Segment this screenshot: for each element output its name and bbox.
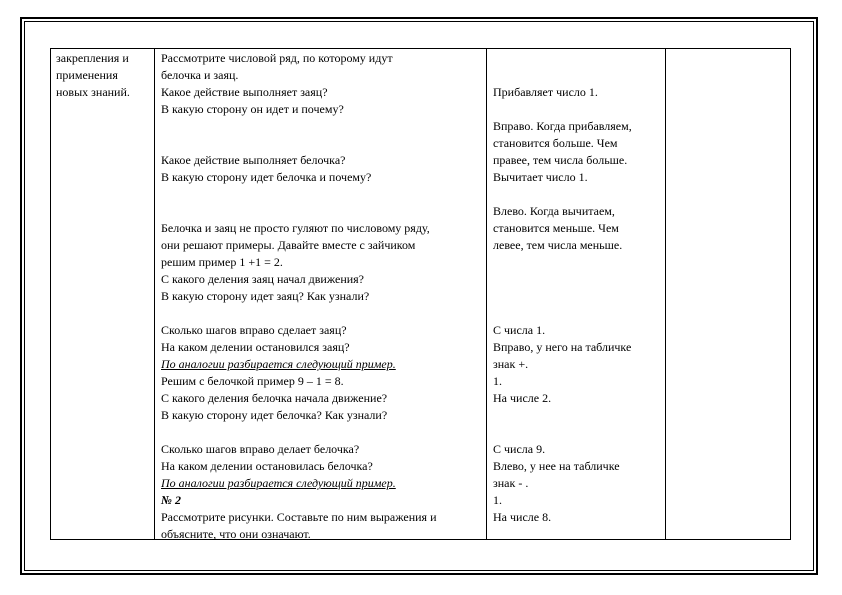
student-text-line: 1. (493, 374, 502, 388)
student-text-line: С числа 9. (493, 442, 546, 456)
student-text-line: На числе 2. (493, 391, 552, 405)
student-text-line: На числе 8. (493, 510, 552, 524)
teacher-text-line: Сколько шагов вправо делает белочка? (161, 442, 360, 456)
stage-text-line: закрепления и (56, 51, 129, 65)
student-text-line: Влево, у нее на табличке (493, 459, 620, 473)
student-text-line: знак +. (493, 357, 529, 371)
stage-column (51, 49, 155, 539)
student-text-line: Вычитает число 1. (493, 170, 588, 184)
teacher-text-line: На каком делении остановилась белочка? (161, 459, 373, 473)
teacher-text-line: объясните, что они означают. (161, 527, 311, 541)
teacher-text-line: На каком делении остановился заяц? (161, 340, 350, 354)
student-text-line: Вправо. Когда прибавляем, (493, 119, 632, 133)
teacher-text-line: Рассмотрите рисунки. Составьте по ним выражения и (161, 510, 437, 524)
task-number: № 2 (161, 493, 181, 507)
student-text-line: Влево. Когда вычитаем, (493, 204, 615, 218)
student-text-line: правее, тем числа больше. (493, 153, 628, 167)
teacher-text-line: Сколько шагов вправо сделает заяц? (161, 323, 347, 337)
teacher-text-line: решим пример 1 +1 = 2. (161, 255, 283, 269)
teacher-text-line: Какое действие выполняет заяц? (161, 85, 328, 99)
teacher-column (155, 49, 487, 539)
student-text-line: левее, тем числа меньше. (493, 238, 623, 252)
teacher-text-line: В какую сторону идет белочка? Как узнали? (161, 408, 388, 422)
student-text-line: Вправо, у него на табличке (493, 340, 632, 354)
teacher-text-line: В какую сторону идет белочка и почему? (161, 170, 372, 184)
teacher-text-line: белочка и заяц. (161, 68, 239, 82)
student-text-line: 1. (493, 493, 502, 507)
teacher-text-line: Рассмотрите числовой ряд, по которому идут (161, 51, 393, 65)
teacher-text-line: Белочка и заяц не просто гуляют по числовому ряду, (161, 221, 430, 235)
teacher-text-line: С какого деления белочка начала движение? (161, 391, 388, 405)
teacher-text-line: Решим с белочкой пример 9 – 1 = 8. (161, 374, 344, 388)
student-text-line: становится меньше. Чем (493, 221, 619, 235)
lesson-table (50, 48, 791, 540)
student-text-line: С числа 1. (493, 323, 546, 337)
stage-text-line: применения (56, 68, 118, 82)
teacher-text-line: Какое действие выполняет белочка? (161, 153, 346, 167)
student-text-line: становится больше. Чем (493, 136, 618, 150)
teacher-text-line: В какую сторону идет заяц? Как узнали? (161, 289, 370, 303)
teacher-text-line: В какую сторону он идет и почему? (161, 102, 344, 116)
analogy-note: По аналогии разбирается следующий пример. (161, 357, 396, 371)
teacher-text-line: они решают примеры. Давайте вместе с зайчиком (161, 238, 416, 252)
notes-column (666, 49, 791, 539)
teacher-text-line: С какого деления заяц начал движения? (161, 272, 365, 286)
student-text-line: знак - . (493, 476, 529, 490)
student-column (487, 49, 666, 539)
analogy-note: По аналогии разбирается следующий пример. (161, 476, 396, 490)
student-text-line: Прибавляет число 1. (493, 85, 598, 99)
stage-text-line: новых знаний. (56, 85, 130, 99)
